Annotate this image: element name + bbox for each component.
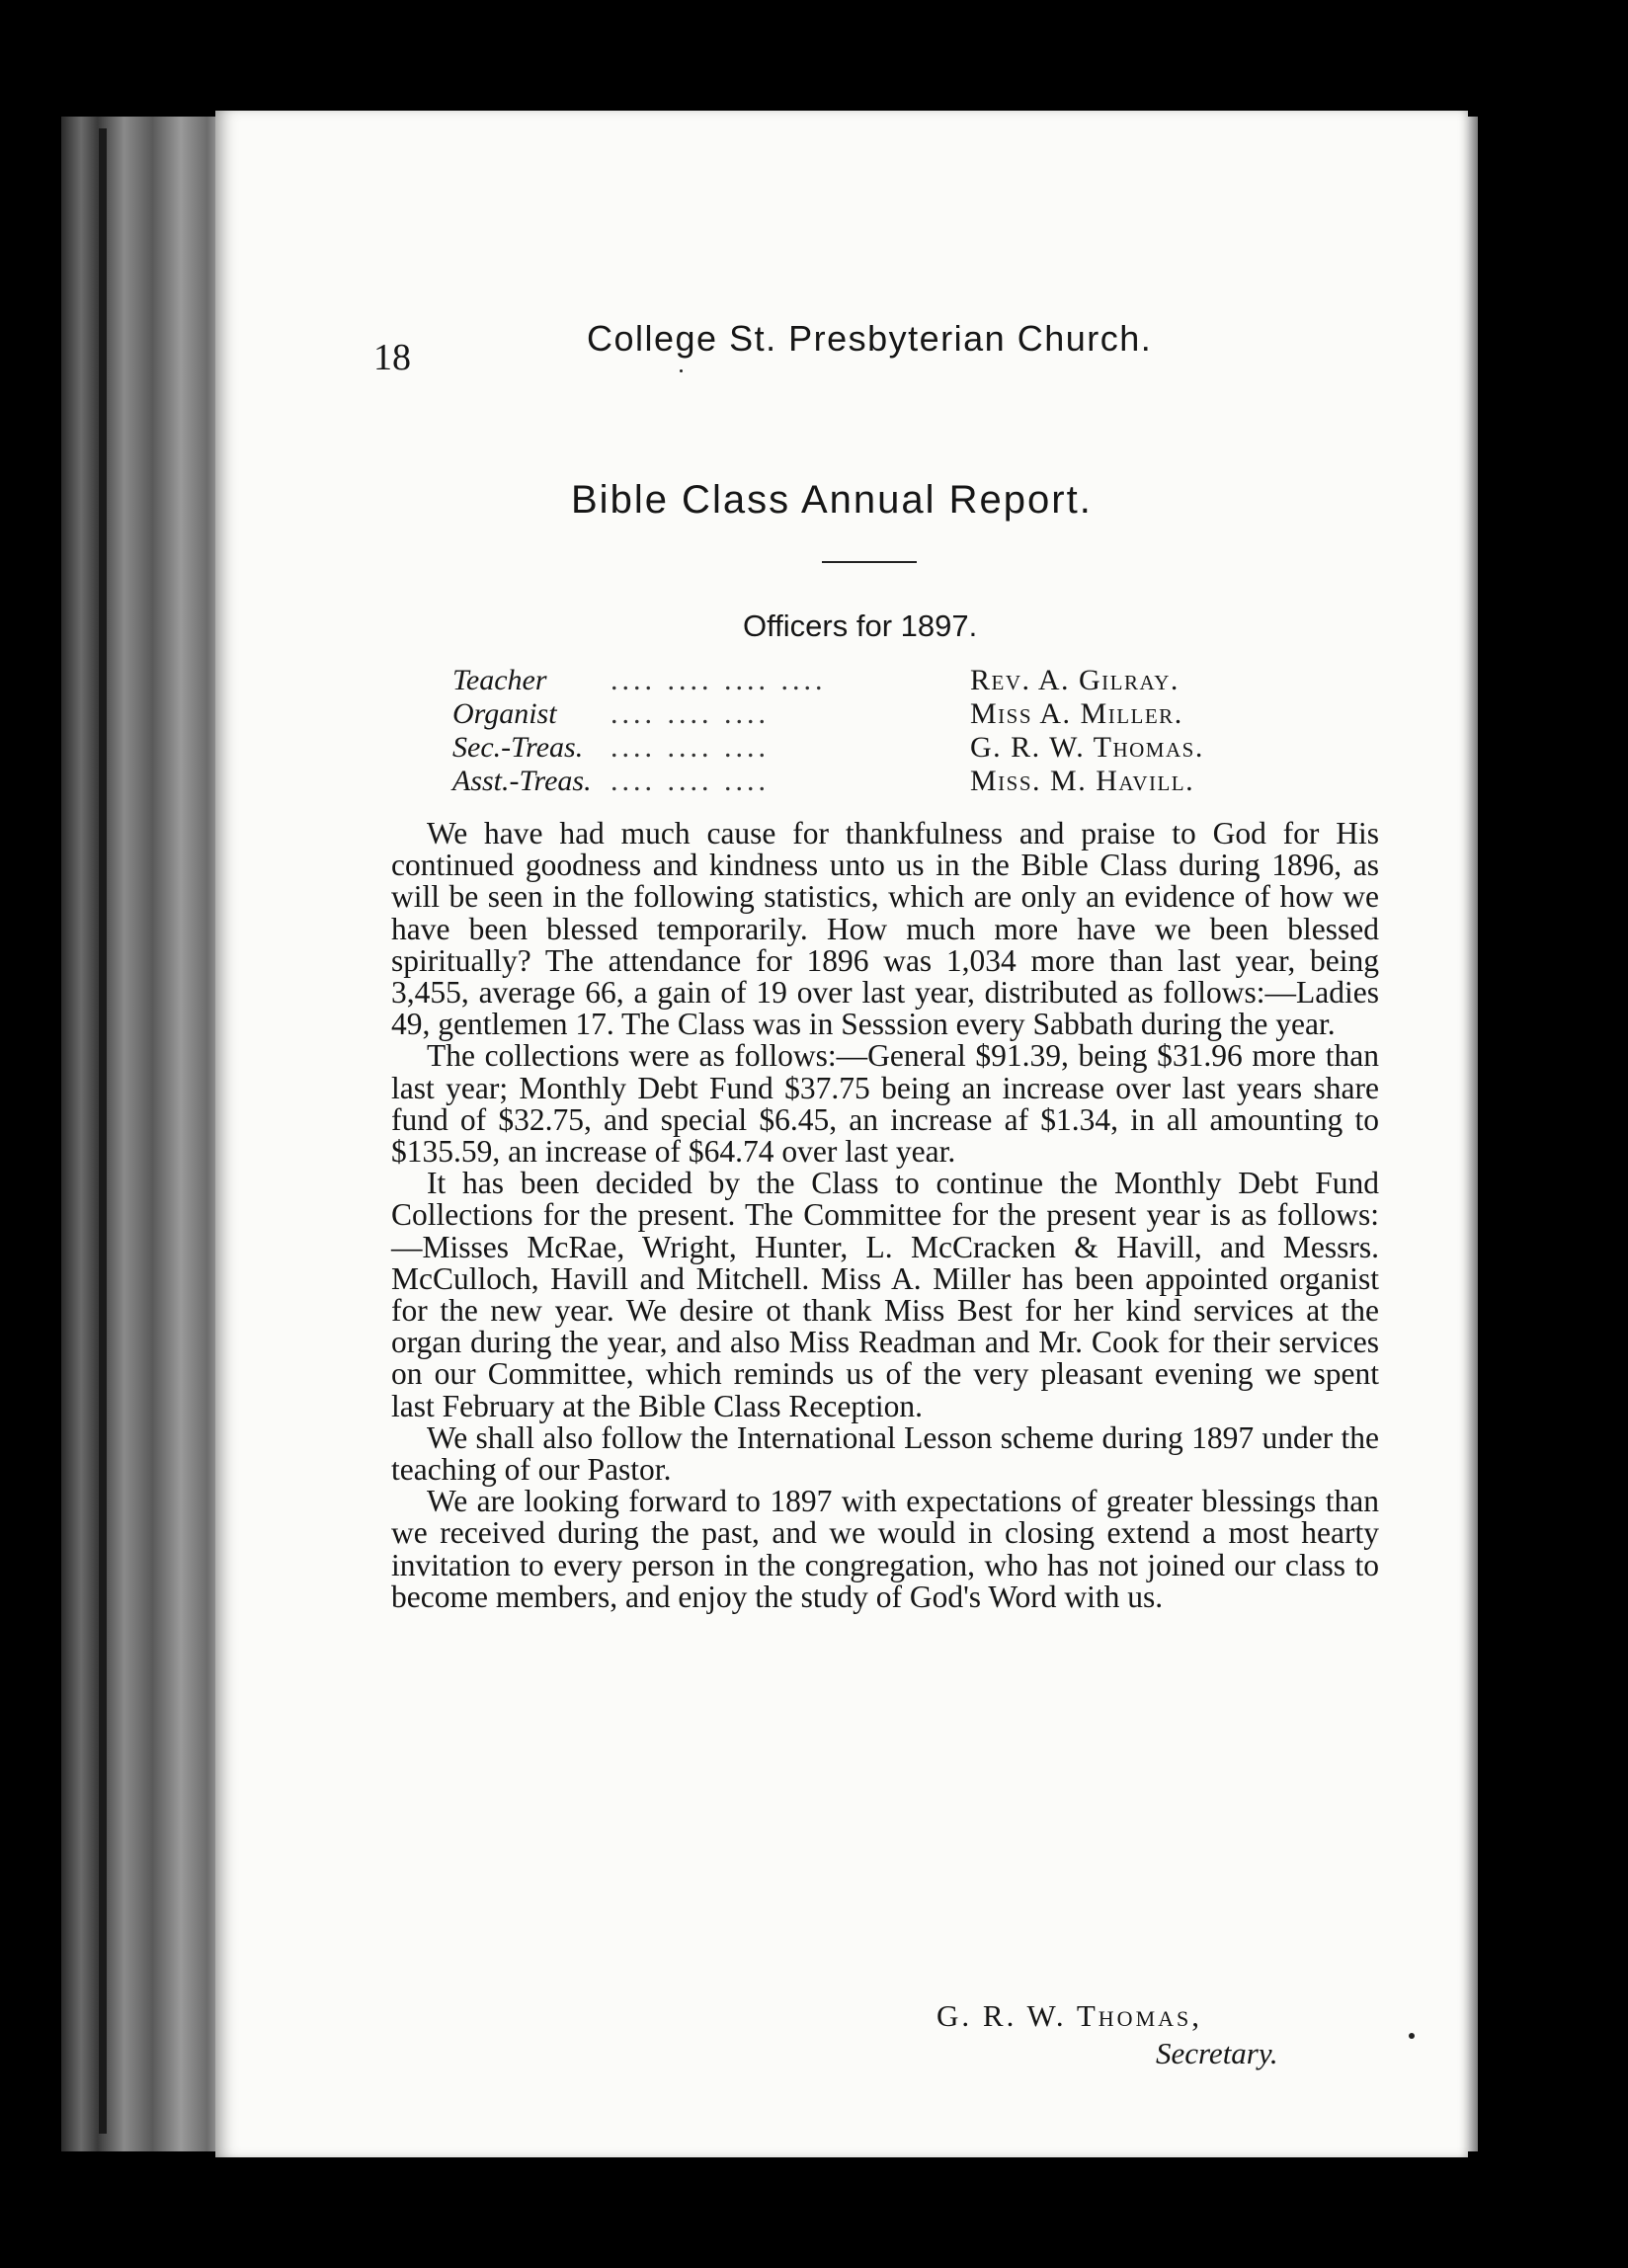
- officer-row: [452, 731, 1342, 765]
- officer-name: Miss A. Miller.: [970, 697, 1183, 730]
- officer-row: [452, 664, 1342, 697]
- officer-role: Teacher: [452, 664, 547, 696]
- title-rule: [822, 561, 917, 563]
- officer-role: Sec.-Treas.: [452, 731, 584, 764]
- officer-role: Asst.-Treas.: [452, 765, 592, 797]
- page-number: 18: [373, 337, 411, 378]
- report-body: [391, 818, 1379, 1613]
- officer-row: [452, 765, 1342, 798]
- officer-name: Rev. A. Gilray.: [970, 664, 1180, 696]
- paragraph: The collections were as follows:—General $91.39, being $31.96 more than last year; Monthly Debt Fund $37.75 being an increase over last years share fund of $32.75, and special $6.45, an increase af $1.34, in all amounting to $135.59, an increase of $64.74 over last year.: [391, 1038, 1379, 1170]
- signature-title: Secretary.: [1156, 2036, 1278, 2070]
- book-page: [215, 111, 1468, 2157]
- leader-dots: .... .... .... ....: [610, 664, 827, 696]
- report-title: Bible Class Annual Report.: [571, 478, 1093, 522]
- officer-name: Miss. M. Havill.: [970, 765, 1195, 797]
- paragraph: We are looking forward to 1897 with expectations of greater blessings than we received during the past, and we would in closing extend a most hearty invitation to every person in the congregation, who has not joined our class to become members, and enjoy the study of God's Word with us.: [391, 1484, 1379, 1614]
- officers-list: [452, 664, 1342, 798]
- officers-heading: Officers for 1897.: [743, 608, 978, 643]
- book-binding: [61, 117, 227, 2151]
- ink-speck: [680, 369, 683, 372]
- paragraph: It has been decided by the Class to continue the Monthly Debt Fund Collections for the present. The Committee for the present year is as follows:—Misses McRae, Wright, Hunter, L. McCracken & Havill, and Messrs. McCulloch, Havill and Mitchell. Miss A. Miller has been appointed organist for the new year. We desire ot thank Miss Best for her kind services at the organ during the year, and also Miss Readman and Mr. Cook for their services on our Committee, which reminds us of the very pleasant evening we spent last February at the Bible Class Reception.: [391, 1166, 1379, 1423]
- leader-dots: .... .... ....: [610, 731, 770, 764]
- paragraph: We shall also follow the International Lesson scheme during 1897 under the teaching of our Pastor.: [391, 1419, 1379, 1488]
- ink-speck: [1409, 2033, 1415, 2039]
- officer-role: Organist: [452, 697, 557, 730]
- signature-block: [936, 1997, 1278, 2072]
- running-header: College St. Presbyterian Church.: [587, 318, 1153, 359]
- signature-name: G. R. W. Thomas,: [936, 1998, 1203, 2033]
- officer-row: [452, 697, 1342, 731]
- page-edge: [1468, 117, 1478, 2151]
- paragraph: We have had much cause for thankfulness and praise to God for His continued goodness and kindness unto us in the Bible Class during 1896, as will be seen in the following statistics, which are only an evidence of how we have been blessed temporarily. How much more have we been blessed spiritually? The attendance for 1896 was 1,034 more than last year, being 3,455, average 66, a gain of 19 over last year, distributed as follows:—Ladies 49, gentlemen 17. The Class was in Sesssion every Sabbath during the year.: [391, 816, 1379, 1042]
- binding-shadow: [99, 128, 107, 2134]
- leader-dots: .... .... ....: [610, 765, 770, 797]
- officer-name: G. R. W. Thomas.: [970, 731, 1204, 764]
- leader-dots: .... .... ....: [610, 697, 770, 730]
